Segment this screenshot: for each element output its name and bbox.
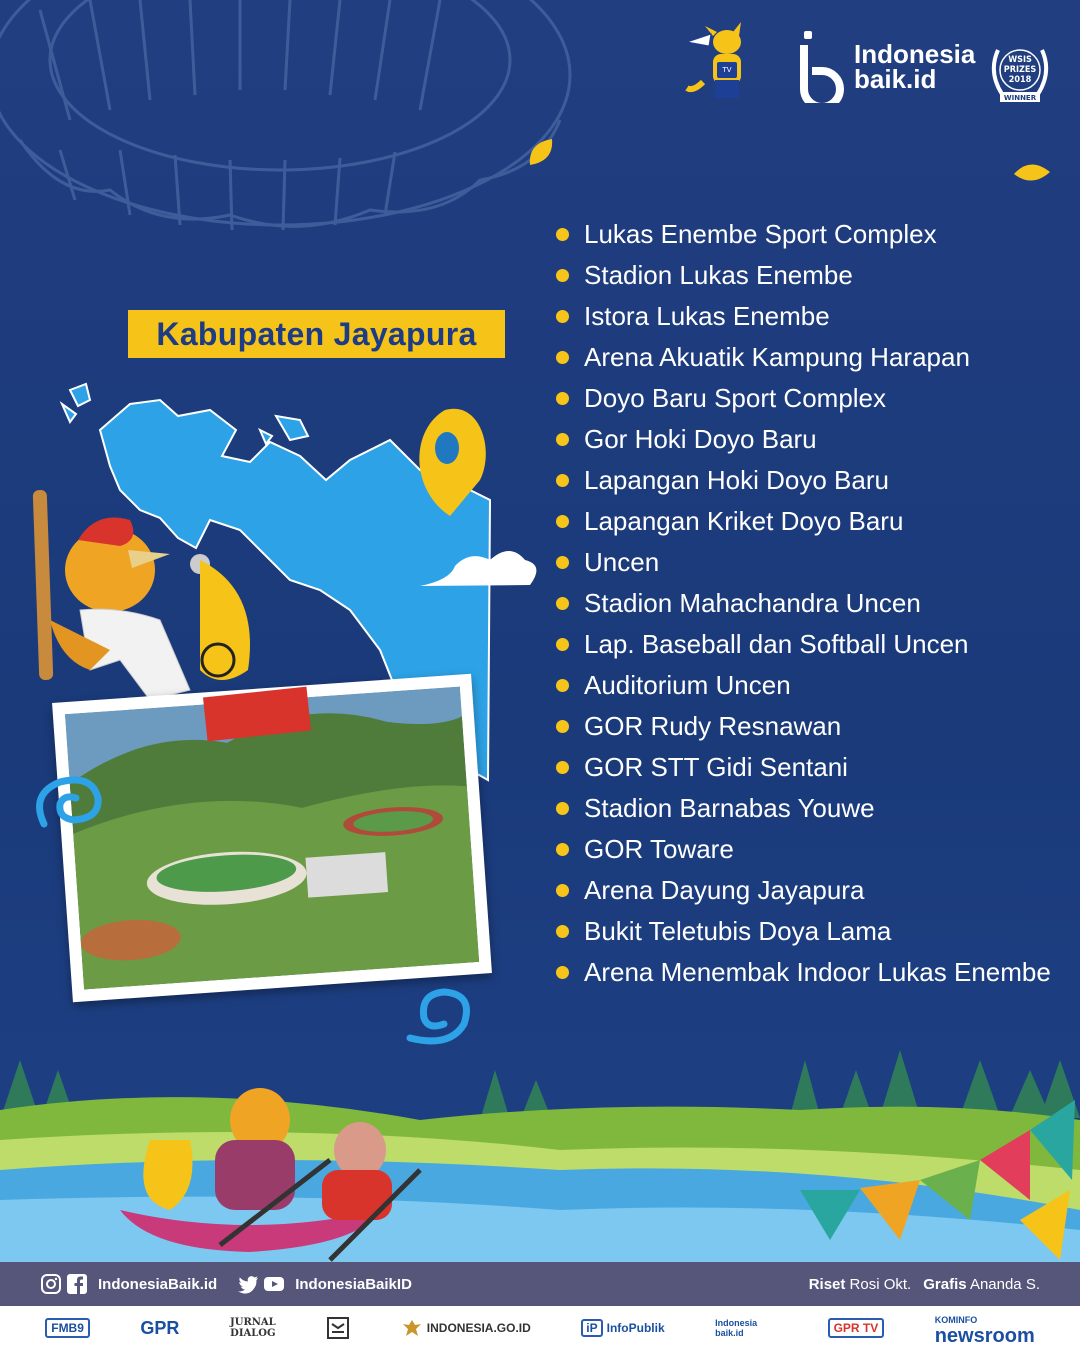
venue-item [556, 214, 1066, 255]
partner-indonesiabaik-logo: Indonesia baik.id [715, 1318, 758, 1338]
indonesiabaik-logo [800, 30, 975, 104]
partner-kopi-icon [326, 1316, 350, 1340]
svg-text:TV: TV [722, 66, 732, 74]
venue-item [556, 419, 1066, 460]
wsis-award-badge [988, 42, 1052, 108]
bullet-icon [556, 843, 569, 856]
venue-list [556, 214, 1066, 993]
bullet-icon [556, 228, 569, 241]
venue-name: Stadion Barnabas Youwe [584, 793, 875, 823]
venue-name: GOR Toware [584, 834, 734, 864]
bullet-icon [556, 597, 569, 610]
venue-name: Uncen [584, 547, 660, 577]
venue-item [556, 747, 1066, 788]
venue-name: Stadion Mahachandra Uncen [584, 588, 921, 618]
venue-name: Istora Lukas Enembe [584, 301, 830, 331]
venue-name: GOR STT Gidi Sentani [584, 752, 848, 782]
partner-fmb9-logo: FMB9 [45, 1318, 90, 1338]
footer-bar [0, 1262, 1080, 1306]
brand-b-icon [800, 31, 846, 103]
bullet-icon [556, 802, 569, 815]
bullet-icon [556, 474, 569, 487]
brand-text [854, 39, 976, 94]
partner-infopublik-label: InfoPublik [606, 1321, 665, 1335]
kominfo-label: KOMINFO [934, 1315, 978, 1325]
research-credit [809, 1276, 912, 1293]
bullet-icon [556, 761, 569, 774]
brand-line-1: Indonesia [854, 39, 976, 69]
bullet-icon [556, 638, 569, 651]
twitter-icon[interactable] [237, 1273, 259, 1295]
venue-item [556, 583, 1066, 624]
venue-name: GOR Rudy Resnawan [584, 711, 842, 741]
bullet-icon [556, 679, 569, 692]
venue-name: Auditorium Uncen [584, 670, 791, 700]
region-label: Kabupaten Jayapura [128, 310, 505, 358]
landscape-illustration [0, 1040, 1080, 1262]
partner-infopublik [581, 1319, 664, 1337]
venue-name: Doyo Baru Sport Complex [584, 383, 887, 413]
newsroom-label: newsroom [934, 1325, 1035, 1347]
garuda-icon [401, 1317, 423, 1339]
venue-name: Arena Dayung Jayapura [584, 875, 865, 905]
bullet-icon [556, 269, 569, 282]
venue-item [556, 460, 1066, 501]
venue-item [556, 378, 1066, 419]
youtube-icon[interactable] [263, 1273, 285, 1295]
partner-indonesia-go-id [401, 1317, 531, 1339]
venue-name: Arena Akuatik Kampung Harapan [584, 342, 970, 372]
graphic-label: Grafis [923, 1275, 967, 1293]
kopi-icon [326, 1316, 350, 1340]
bullet-icon [556, 884, 569, 897]
instagram-icon[interactable] [40, 1273, 62, 1295]
bullet-icon [556, 351, 569, 364]
bullet-icon [556, 925, 569, 938]
bullet-icon [556, 433, 569, 446]
venue-name: Lukas Enembe Sport Complex [584, 219, 937, 249]
venue-name: Bukit Teletubis Doya Lama [584, 916, 892, 946]
stadium-outline-decoration [0, 0, 580, 250]
venue-name: Stadion Lukas Enembe [584, 260, 853, 290]
research-name: Rosi Okt. [849, 1275, 912, 1293]
venue-item [556, 665, 1066, 706]
venue-name: Lapangan Hoki Doyo Baru [584, 465, 889, 495]
venue-name: Lap. Baseball dan Softball Uncen [584, 629, 969, 659]
award-line-1: WSIS [1008, 55, 1032, 65]
social-handles [40, 1273, 432, 1295]
leaf-decoration [526, 135, 556, 169]
venue-item [556, 624, 1066, 665]
partner-gpr-logo: GPR [140, 1317, 180, 1338]
venue-item [556, 829, 1066, 870]
partner-indonesia-go-id-label: INDONESIA.GO.ID [426, 1321, 531, 1335]
venue-name: Gor Hoki Doyo Baru [584, 424, 817, 454]
venue-item [556, 337, 1066, 378]
award-line-2: PRIZES [1003, 65, 1037, 75]
graphic-credit [923, 1276, 1040, 1293]
research-label: Riset [808, 1275, 846, 1293]
credits [809, 1276, 1040, 1293]
bullet-icon [556, 966, 569, 979]
venue-item [556, 870, 1066, 911]
tv-digital-mascot-logo [683, 22, 759, 106]
venue-name: Lapangan Kriket Doyo Baru [584, 506, 904, 536]
social-handle-2[interactable]: IndonesiaBaikID [295, 1275, 412, 1293]
venue-item [556, 542, 1066, 583]
venue-item [556, 501, 1066, 542]
bullet-icon [556, 515, 569, 528]
bullet-icon [556, 556, 569, 569]
award-line-4: WINNER [1003, 94, 1037, 102]
venue-item [556, 952, 1066, 993]
facebook-icon[interactable] [66, 1273, 88, 1295]
social-handle-1[interactable]: IndonesiaBaik.id [98, 1275, 218, 1293]
venue-name: Arena Menembak Indoor Lukas Enembe [584, 957, 1051, 987]
bullet-icon [556, 392, 569, 405]
venue-item [556, 706, 1066, 747]
award-line-3: 2018 [1008, 75, 1032, 85]
graphic-name: Ananda S. [969, 1275, 1040, 1293]
venue-item [556, 911, 1066, 952]
swirl-decoration [30, 774, 104, 836]
partner-jurnal-dialog-logo: JURNAL DIALOG [230, 1317, 276, 1339]
brand-line-2: baik.id [854, 64, 937, 94]
bullet-icon [556, 310, 569, 323]
partner-logos [0, 1306, 1080, 1350]
venue-item [556, 296, 1066, 337]
partner-gpr-tv-logo: GPR TV [828, 1318, 885, 1338]
partner-kominfo-newsroom [934, 1312, 1035, 1347]
venue-item [556, 788, 1066, 829]
swirl-decoration [400, 984, 474, 1046]
infopublik-icon: iP [581, 1319, 602, 1337]
bullet-icon [556, 720, 569, 733]
venue-item [556, 255, 1066, 296]
leaf-decoration [1012, 160, 1052, 186]
